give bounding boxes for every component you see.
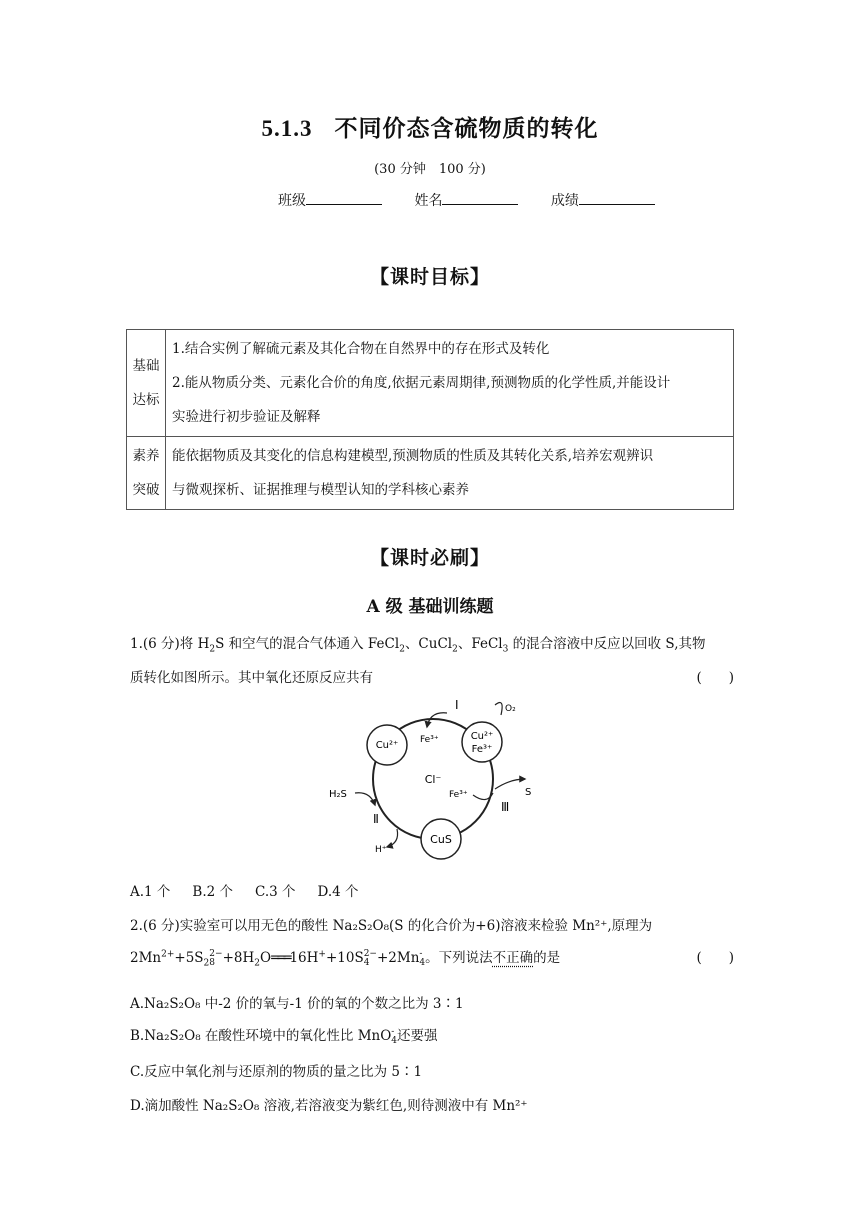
goals-label-advanced xyxy=(127,437,166,510)
q2-option-d[interactable]: D.滴加酸性 Na₂S₂O₈ 溶液,若溶液变为紫红色,则待测液中有 Mn²⁺ xyxy=(130,1098,528,1114)
level-heading: A 级 基础训练题 xyxy=(366,597,494,617)
class-blank[interactable] xyxy=(306,192,382,205)
q2-option-b-text: B.Na₂S₂O₈ 在酸性环境中的氧化性比 MnO xyxy=(130,1028,392,1044)
lesson-number: 5.1.3 xyxy=(261,116,313,141)
name-label: 姓名 xyxy=(414,193,443,209)
lesson-title: 不同价态含硫物质的转化 xyxy=(334,115,599,142)
sulfur-cycle-diagram xyxy=(325,697,555,867)
arrow-o2 xyxy=(495,703,502,715)
goals-table xyxy=(126,329,734,510)
cu2-fe3-label-fe: Fe³⁺ xyxy=(471,744,493,755)
fe3-in-label: Fe³⁺ xyxy=(420,735,439,745)
cu2-fe3-label-cu: Cu²⁺ xyxy=(470,731,494,742)
q2-option-a[interactable]: A.Na₂S₂O₈ 中-2 价的氧与-1 价的氧的个数之比为 3∶1 xyxy=(130,996,464,1012)
time-score: (30 分钟 100 分) xyxy=(374,162,486,177)
q2-emphasis: 不正确 xyxy=(492,950,534,966)
q2-line2: $2Mn^{2+}+5S_2$ 2− 8 $+8H_2O═══16H^++10S$ 2− 4 +2Mn - 4 。下列说法不正确的是 ( ) xyxy=(130,946,734,969)
o2-label: O₂ xyxy=(505,704,516,714)
q2-option-b[interactable]: B.Na₂S₂O₈ 在酸性环境中的氧化性比 MnO - 4 还要强 xyxy=(130,1026,438,1046)
q1-options xyxy=(130,880,734,900)
cu2-fe3-node xyxy=(462,722,502,762)
goals-label-basic xyxy=(127,330,166,437)
name-blank[interactable] xyxy=(442,192,518,205)
arrow-hplus xyxy=(387,829,398,847)
q2-line1: 2.(6 分)实验室可以用无色的酸性 Na₂S₂O₈(S 的化合价为+6)溶液来检验 Mn²⁺,原理为 xyxy=(130,918,653,934)
score-blank[interactable] xyxy=(579,192,655,205)
q1-line1: 1.(6 分)将 $H_2S$ 和空气的混合气体通入 FeCl$_2$、CuCl$_2$、FeCl$_3$ 的混合溶液中反应以回收 S,其物 xyxy=(130,636,706,655)
q2-option-b-tail: 还要强 xyxy=(397,1028,438,1044)
arrow-s xyxy=(495,779,525,789)
h2s-label: H₂S xyxy=(329,789,347,800)
class-label: 班级 xyxy=(278,193,306,209)
fe3-a-label: Fe³⁺ xyxy=(449,790,468,800)
goal-line: 实验进行初步验证及解释 xyxy=(172,409,321,425)
q2-text: 。下列说法 xyxy=(425,950,493,966)
page-title xyxy=(0,110,860,143)
q1-option-b[interactable]: B.2 个 xyxy=(192,884,234,900)
student-info-fields xyxy=(278,190,683,210)
goal-line: 能依据物质及其变化的信息构建模型,预测物质的性质及其转化关系,培养宏观辨识 xyxy=(172,448,654,464)
q1-option-a[interactable]: A.1 个 xyxy=(130,884,171,900)
goals-heading: 【课时目标】 xyxy=(369,266,490,288)
practice-heading: 【课时必刷】 xyxy=(369,547,490,569)
step1-label: Ⅰ xyxy=(455,698,459,712)
goals-content-advanced xyxy=(166,437,734,510)
s-label: S xyxy=(525,787,532,798)
q2-answer-paren[interactable]: ( ) xyxy=(696,950,734,966)
step2-label: Ⅱ xyxy=(373,812,379,826)
cu2-label: Cu²⁺ xyxy=(375,740,399,751)
score-label: 成绩 xyxy=(550,193,579,209)
goal-line: 与微观探析、证据推理与模型认知的学科核心素养 xyxy=(172,482,469,498)
q1-answer-paren[interactable]: ( ) xyxy=(696,670,734,686)
goals-content-basic xyxy=(166,330,734,437)
q2-text-end: 的是 xyxy=(533,950,561,966)
q1-text-2: 质转化如图所示。其中氧化还原反应共有 xyxy=(130,670,373,686)
goals-label-advanced-text: 素养突破 xyxy=(132,448,160,498)
goals-label-basic-text: 基础达标 xyxy=(132,358,160,408)
goal-line: 1.结合实例了解硫元素及其化合物在自然界中的存在形式及转化 xyxy=(172,341,550,357)
hplus-label: H⁺ xyxy=(375,845,387,855)
q1-option-d[interactable]: D.4 个 xyxy=(317,884,359,900)
cus-label: CuS xyxy=(430,833,452,846)
goals-row-advanced xyxy=(127,437,734,510)
cl-label: Cl⁻ xyxy=(424,773,442,786)
arrow-h2s xyxy=(355,793,375,805)
q1-option-c[interactable]: C.3 个 xyxy=(255,884,296,900)
q2-option-c[interactable]: C.反应中氧化剂与还原剂的物质的量之比为 5∶1 xyxy=(130,1064,423,1080)
q1-line2 xyxy=(130,666,734,686)
goals-row-basic xyxy=(127,330,734,437)
step3-label: Ⅲ xyxy=(501,800,510,814)
q1-text: 1.(6 分)将 H xyxy=(130,636,210,652)
goal-line: 2.能从物质分类、元素化合价的角度,依据元素周期律,预测物质的化学性质,并能设计 xyxy=(172,375,671,391)
